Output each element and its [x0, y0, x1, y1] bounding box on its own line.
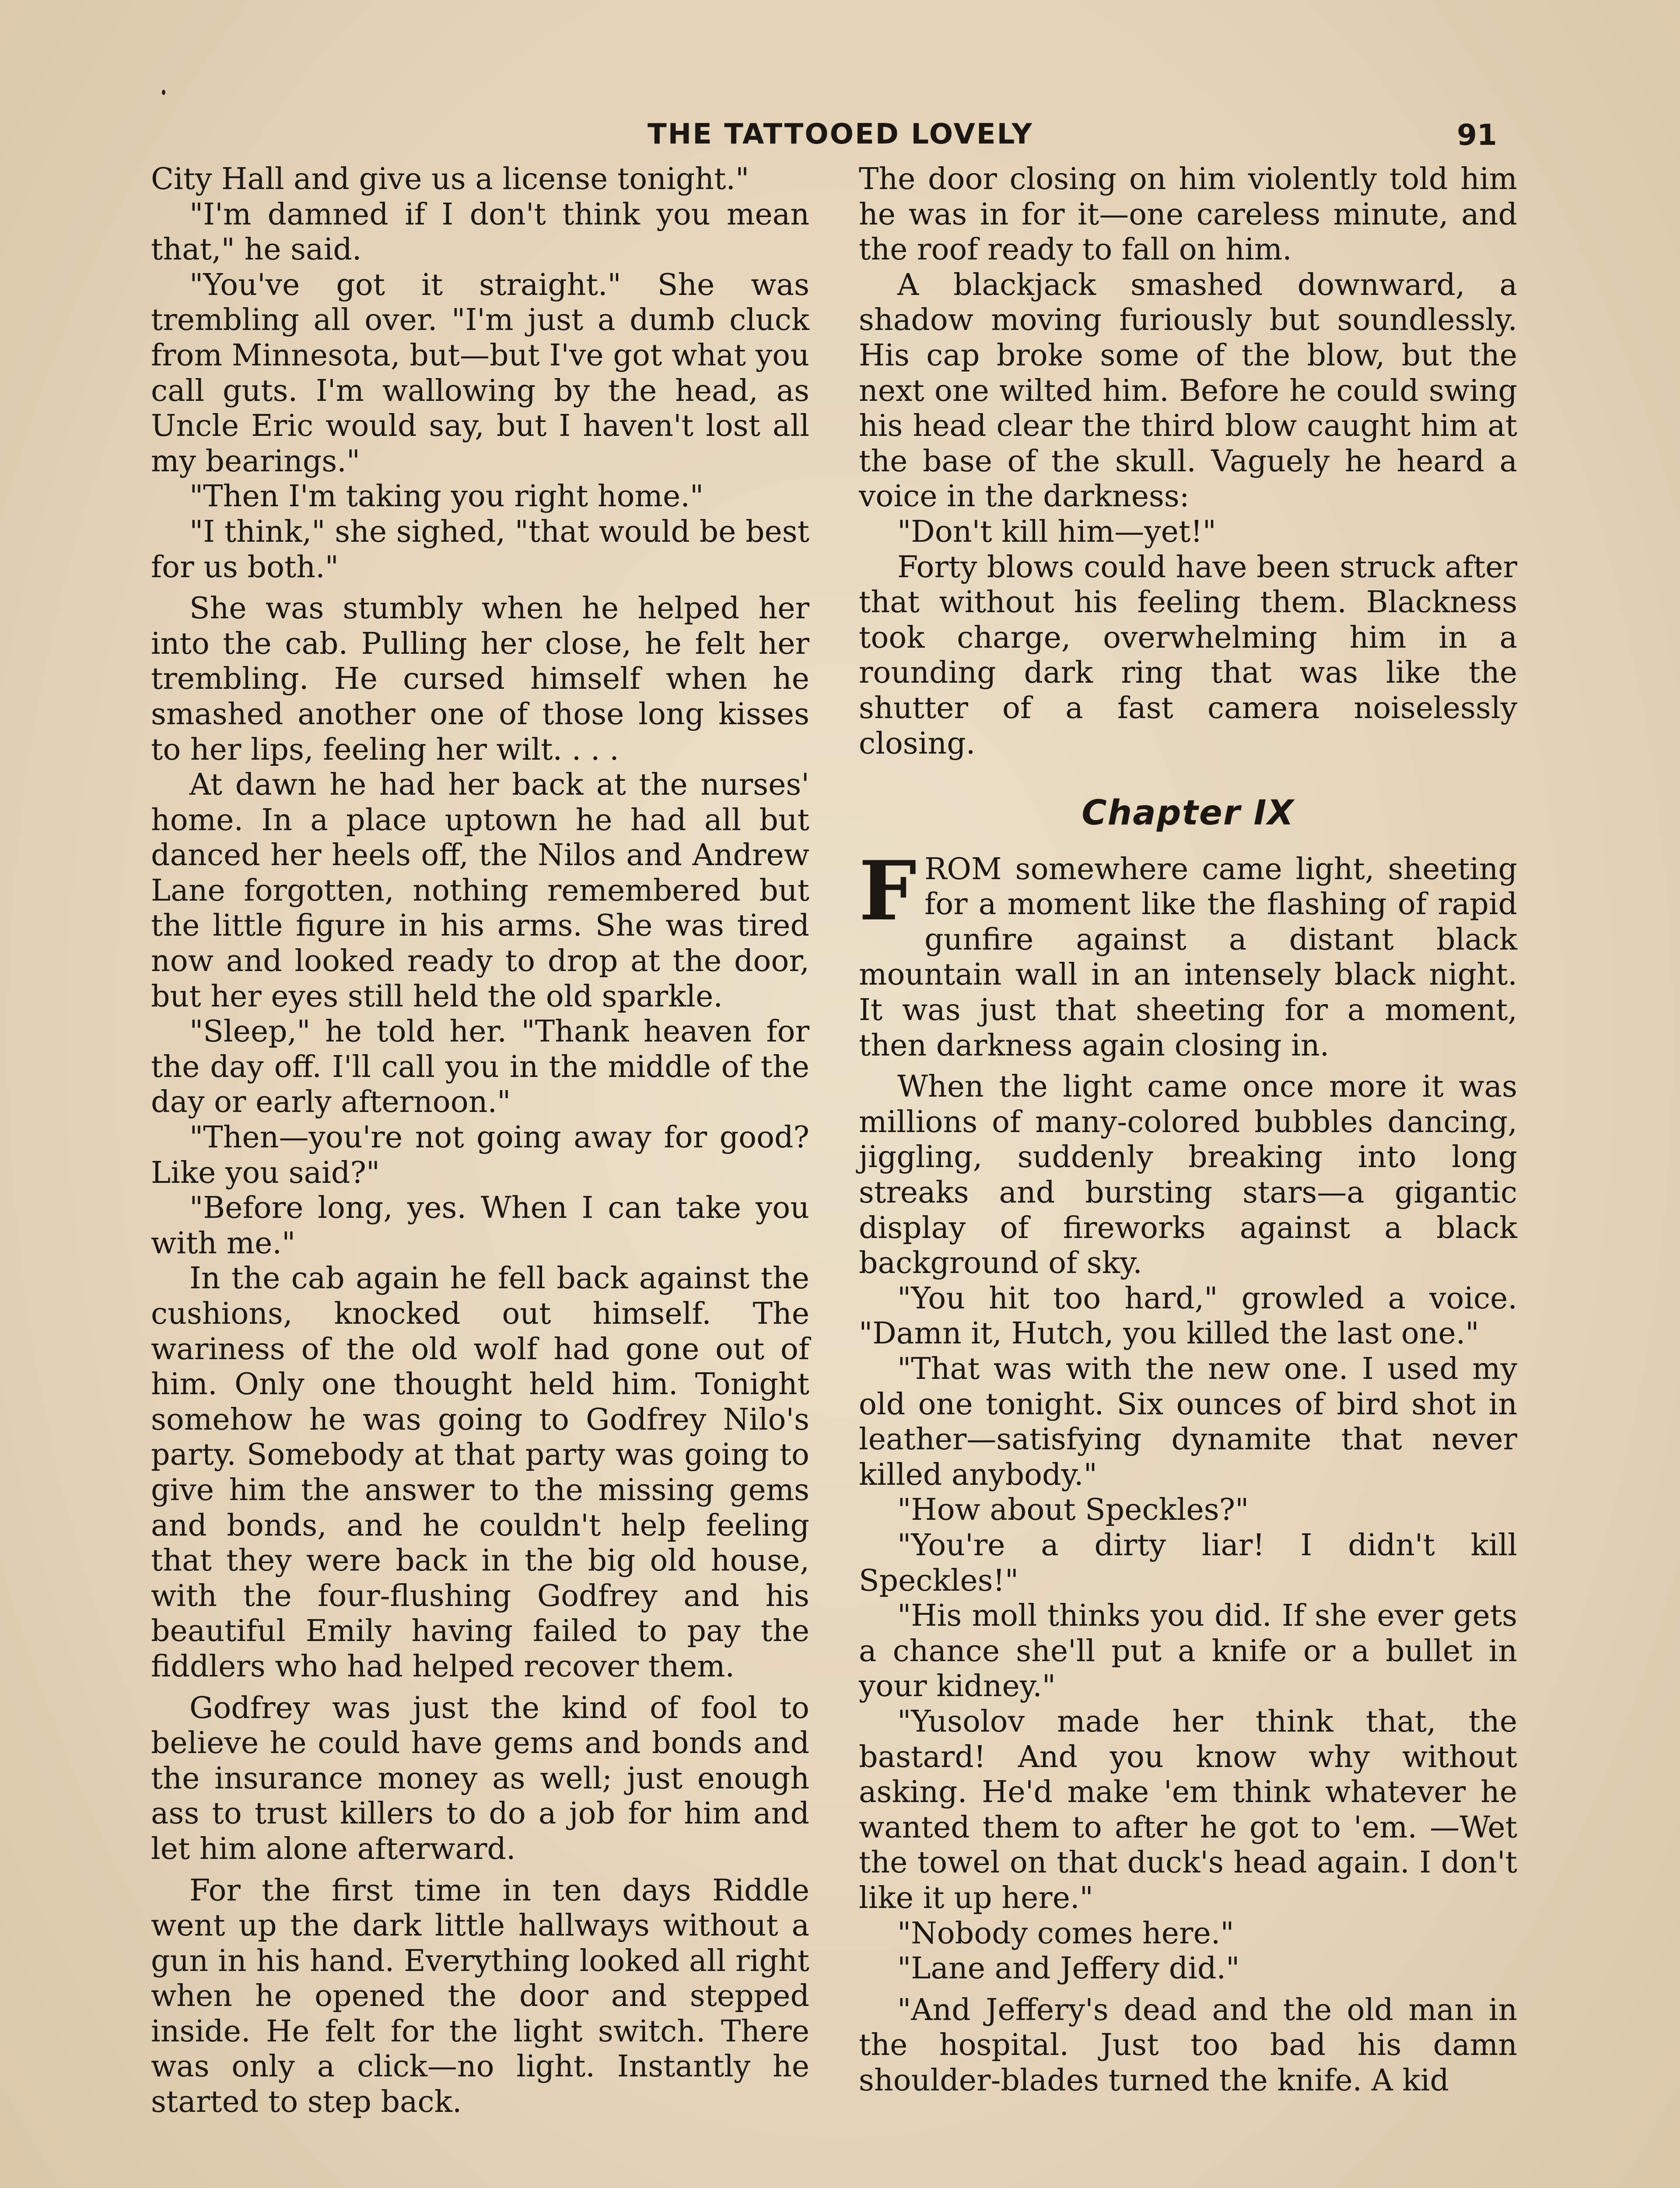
- paragraph: "How about Speckles?": [897, 1493, 1249, 1528]
- paragraph: "Before long, yes. When I can take you with me.": [151, 1191, 809, 1261]
- paragraph: "That was with the new one. I used my old one tonight. Six ounces of bird shot in leather—satisfying dynamite that never killed anybody.": [859, 1352, 1517, 1492]
- paragraph: "You've got it straight." She was trembling all over. "I'm just a dumb cluck from Minnesota, but—but I've got what you call guts. I'm wallowing by the head, as Uncle Eric would say, but I haven't lost all my bearings.": [151, 267, 809, 479]
- paragraph: City Hall and give us a license tonight.": [151, 162, 749, 196]
- paragraph: "Yusolov made her think that, the bastard! And you know why without asking. He'd make 'em think whatever he wanted them to after he got to 'em. —Wet the towel on that duck's head again. I don't like it up here.": [859, 1704, 1517, 1915]
- paragraph: Forty blows could have been struck after that without his feeling them. Blackness took charge, overwhelming him in a rounding dark ring that was like the shutter of a fast camera noiselessly closing.: [859, 550, 1517, 761]
- right-column: [859, 162, 1517, 2098]
- drop-cap: F: [859, 842, 917, 939]
- opening-text: ROM somewhere came light, sheeting for a moment like the flashing of rapid gunfire against a distant black mountain wall in an intensely black night. It was just that sheeting for a moment, then darkness again closing in.: [859, 852, 1517, 1063]
- paragraph: "I'm damned if I don't think you mean that," he said.: [151, 197, 809, 267]
- running-title: THE TATTOOED LOVELY: [648, 118, 1033, 151]
- paragraph: "You're a dirty liar! I didn't kill Speckles!": [859, 1528, 1517, 1598]
- paragraph: "Lane and Jeffery did.": [897, 1951, 1240, 1986]
- paragraph: "Sleep," he told her. "Thank heaven for the day off. I'll call you in the middle of the day or early afternoon.": [151, 1014, 809, 1120]
- paragraph: The door closing on him violently told him he was in for it—one careless minute, and the roof ready to fall on him.: [859, 162, 1517, 267]
- paragraph: When the light came once more it was millions of many-colored bubbles dancing, jiggling, suddenly breaking into long streaks and bursting stars—a gigantic display of fireworks against a black background of sky.: [859, 1069, 1517, 1281]
- paragraph: "And Jeffery's dead and the old man in the hospital. Just too bad his damn shoulder-blades turned the knife. A kid: [859, 1992, 1517, 2098]
- print-speck: [162, 90, 165, 95]
- paragraph: "Then I'm taking you right home.": [189, 479, 704, 514]
- paragraph: Godfrey was just the kind of fool to believe he could have gems and bonds and the insurance money as well; just enough ass to trust killers to do a job for him and let him alone afterward.: [151, 1690, 809, 1866]
- chapter-heading: Chapter IX: [1082, 793, 1295, 833]
- paragraph: "Nobody comes here.": [897, 1916, 1234, 1951]
- paragraph: A blackjack smashed downward, a shadow moving furiously but soundlessly. His cap broke some of the blow, but the next one wilted him. Before he could swing his head clear the third blow caught him at the base of the skull. Vaguely he heard a voice in the darkness:: [859, 267, 1517, 514]
- paragraph: "You hit too hard," growled a voice. "Damn it, Hutch, you killed the last one.": [859, 1281, 1517, 1351]
- paragraph: "Then—you're not going away for good? Like you said?": [151, 1120, 809, 1190]
- paragraph: "I think," she sighed, "that would be best for us both.": [151, 514, 809, 585]
- page-number: 91: [1457, 118, 1497, 152]
- paragraph: In the cab again he fell back against the cushions, knocked out himself. The wariness of the old wolf had gone out of him. Only one thought held him. Tonight somehow he was going to Godfrey Nilo's party. Somebody at that party was going to give him the answer to the missing gems and bonds, and he couldn't help feeling that they were back in the big old house, with the four-flushing Godfrey and his beautiful Emily having failed to pay the fiddlers who had helped recover them.: [151, 1261, 809, 1684]
- paragraph: At dawn he had her back at the nurses' home. In a place uptown he had all but danced her heels off, the Nilos and Andrew Lane forgotten, nothing remembered but the little figure in his arms. She was tired now and looked ready to drop at the door, but her eyes still held the old sparkle.: [151, 768, 809, 1014]
- paragraph: "His moll thinks you did. If she ever gets a chance she'll put a knife or a bullet in your kidney.": [859, 1599, 1517, 1704]
- left-column: [151, 162, 809, 2120]
- paragraph: She was stumbly when he helped her into the cab. Pulling her close, he felt her trembling. He cursed himself when he smashed another one of those long kisses to her lips, feeling her wilt. . . .: [151, 591, 809, 767]
- paragraph: For the first time in ten days Riddle went up the dark little hallways without a gun in his hand. Everything looked all right when he opened the door and stepped inside. He felt for the light switch. There was only a click—no light. Instantly he started to step back.: [151, 1873, 809, 2120]
- chapter-opening-paragraph: [859, 842, 1517, 1064]
- paragraph: "Don't kill him—yet!": [897, 514, 1216, 549]
